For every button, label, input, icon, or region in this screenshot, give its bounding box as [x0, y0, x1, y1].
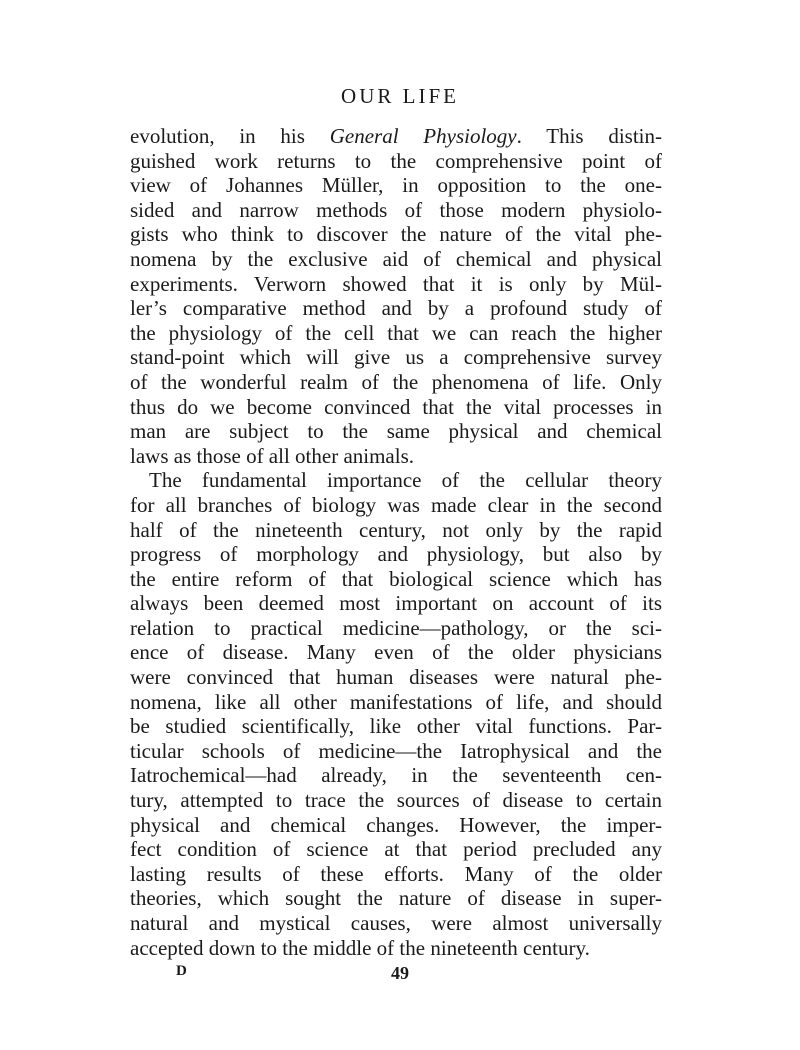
text-line: for all branches of biology was made clear in the second	[130, 492, 662, 517]
text-line: half of the nineteenth century, not only by the rapid	[130, 517, 662, 542]
text-line: theories, which sought the nature of disease in super-	[130, 886, 662, 911]
text-line: Iatrochemical—had already, in the seventeenth cen-	[130, 763, 662, 788]
text-line: nomena, like all other manifestations of life, and should	[130, 689, 662, 714]
text-line: natural and mystical causes, were almost universally	[130, 911, 662, 935]
text-line: view of Johannes Müller, in opposition to the one-	[130, 173, 662, 198]
text-line: guished work returns to the comprehensive point of	[130, 148, 662, 173]
text-line: thus do we become convinced that the vital processes in	[130, 394, 662, 419]
text-line: ence of disease. Many even of the older physicians	[130, 640, 662, 665]
page-number: 49	[391, 963, 409, 983]
text-line: ler’s comparative method and by a profound study of	[130, 296, 662, 321]
text-line: the physiology of the cell that we can reach the higher	[130, 320, 662, 345]
text-line: tury, attempted to trace the sources of disease to certain	[130, 788, 662, 813]
text-line: of the wonderful realm of the phenomena of life. Only	[130, 369, 662, 394]
text-line: always been deemed most important on account of its	[130, 591, 662, 616]
book-title: General Physiology	[329, 124, 517, 148]
text-line: lasting results of these efforts. Many of the older	[130, 861, 662, 886]
running-head: OUR LIFE	[341, 84, 459, 108]
text-line: ticular schools of medicine—the Iatrophysical and the	[130, 738, 662, 763]
text-line: stand-point which will give us a comprehensive survey	[130, 345, 662, 370]
text-line: be studied scientifically, like other vital functions. Par-	[130, 714, 662, 739]
text-line: sided and narrow methods of those modern physiolo-	[130, 197, 662, 222]
text-line: relation to practical medicine—pathology, or the sci-	[130, 615, 662, 640]
text-line: progress of morphology and physiology, but also by	[130, 542, 662, 567]
text-line: accepted down to the middle of the nineteenth century.	[130, 935, 590, 960]
body-text	[130, 124, 662, 960]
text-line: were convinced that human diseases were natural phe-	[130, 665, 662, 690]
text-line: laws as those of all other animals.	[130, 443, 415, 468]
text-line: The fundamental importance of the cellular theory	[149, 468, 662, 493]
text-line: man are subject to the same physical and chemical	[130, 419, 662, 444]
text-line: nomena by the exclusive aid of chemical and physical	[130, 246, 662, 271]
text-line: the entire reform of that biological science which has	[130, 566, 662, 591]
text-line: physical and chemical changes. However, the imper-	[130, 812, 662, 837]
signature-mark: D	[176, 963, 187, 979]
text-line: evolution, in his General Physiology. This distin-	[130, 124, 663, 148]
text-line: experiments. Verworn showed that it is only by Mül-	[130, 271, 662, 296]
text-line: fect condition of science at that period precluded any	[130, 837, 662, 862]
text-line: gists who think to discover the nature of the vital phe-	[130, 222, 662, 247]
